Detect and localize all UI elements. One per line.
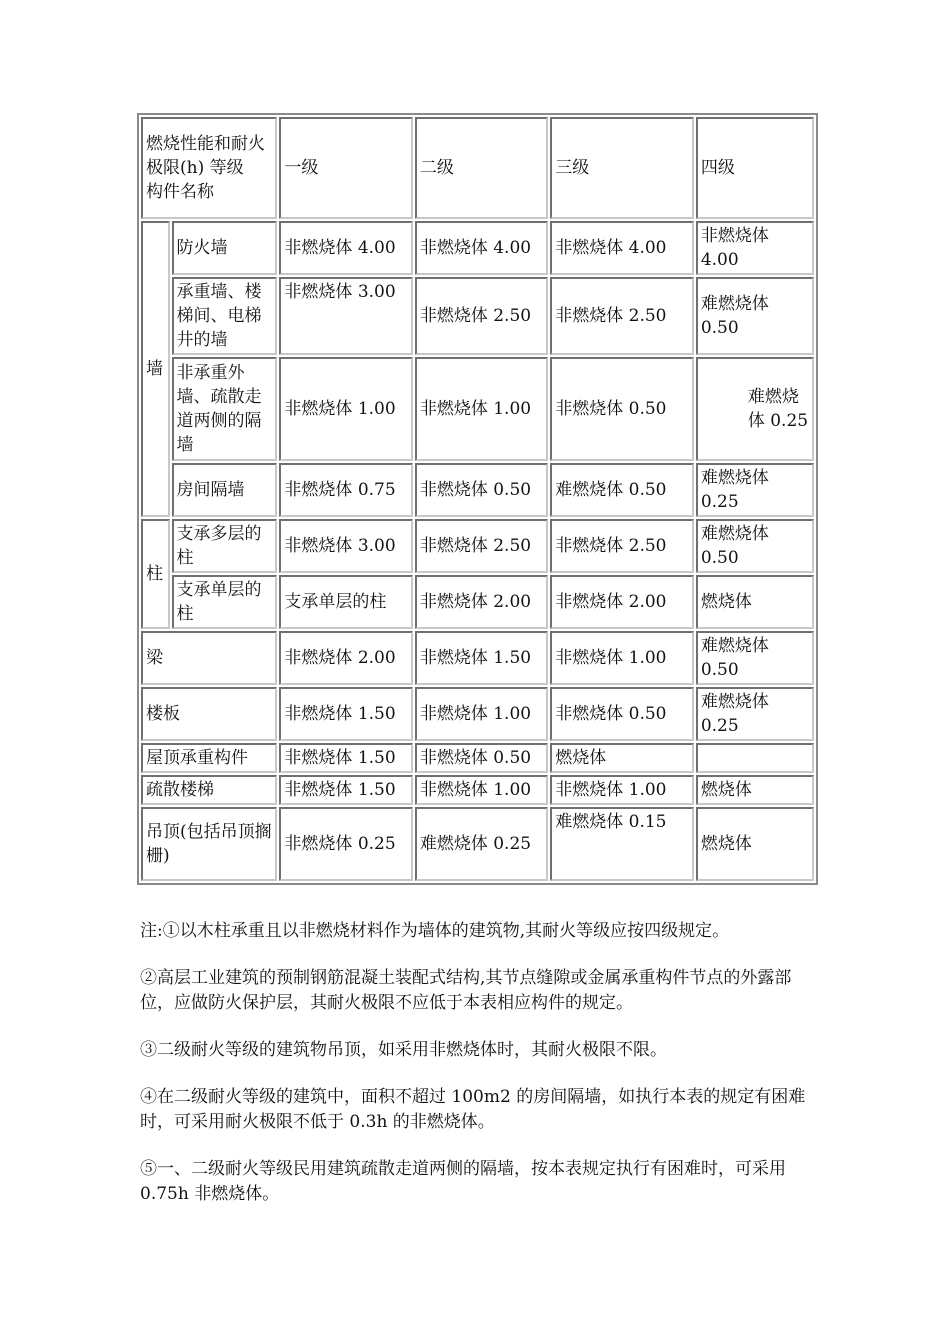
table-cell: 非燃烧体 3.00 <box>279 519 412 573</box>
row-name: 非承重外墙、疏散走道两侧的隔墙 <box>172 357 278 461</box>
table-row <box>141 277 814 355</box>
row-name: 承重墙、楼梯间、电梯井的墙 <box>172 277 278 355</box>
table-cell: 非燃烧体 0.50 <box>415 463 548 517</box>
table-cell <box>696 743 814 773</box>
note-2: ②高层工业建筑的预制钢筋混凝土装配式结构,其节点缝隙或金属承重构件节点的外露部位，应做防火保护层，其耐火极限不应低于本表相应构件的规定。 <box>140 968 792 1013</box>
table-row <box>141 357 814 461</box>
table-cell: 非燃烧体 4.00 <box>279 221 412 275</box>
table-cell: 非燃烧体 0.50 <box>415 743 548 773</box>
row-name: 疏散楼梯 <box>141 775 277 805</box>
row-name: 屋顶承重构件 <box>141 743 277 773</box>
table-cell: 非燃烧体 2.50 <box>415 277 548 355</box>
table-row <box>141 221 814 275</box>
note-5: ⑤一、二级耐火等级民用建筑疏散走道两侧的隔墙，按本表规定执行有困难时，可采用 0.75h 非燃烧体。 <box>140 1159 786 1204</box>
table-cell: 非燃烧体 4.00 <box>696 221 814 275</box>
row-name: 房间隔墙 <box>172 463 278 517</box>
table-cell: 非燃烧体 1.50 <box>279 775 412 805</box>
row-name: 支承单层的柱 <box>172 575 278 629</box>
table-cell: 非燃烧体 1.00 <box>415 775 548 805</box>
table-row <box>141 687 814 741</box>
table-cell: 难燃烧体 0.25 <box>696 687 814 741</box>
note-3: ③二级耐火等级的建筑物吊顶，如采用非燃烧体时，其耐火极限不限。 <box>140 1040 667 1060</box>
table-row <box>141 519 814 573</box>
table-row <box>141 743 814 773</box>
header-level-2: 二级 <box>415 117 548 219</box>
corner-label-grade: 燃烧性能和耐火极限(h) 等级 <box>146 134 265 178</box>
table-cell: 燃烧体 <box>696 575 814 629</box>
group-label-column: 柱 <box>141 519 170 629</box>
table-cell: 燃烧体 <box>550 743 694 773</box>
header-level-4: 四级 <box>696 117 814 219</box>
table-cell: 非燃烧体 4.00 <box>550 221 694 275</box>
header-corner-cell <box>141 117 277 219</box>
header-level-3: 三级 <box>550 117 694 219</box>
note-1: 注:①以木柱承重且以非燃烧材料作为墙体的建筑物,其耐火等级应按四级规定。 <box>140 921 730 941</box>
table-cell: 非燃烧体 1.00 <box>279 357 412 461</box>
table-cell: 非燃烧体 3.00 <box>279 277 412 355</box>
table-cell: 难燃烧体 0.50 <box>696 631 814 685</box>
table-row <box>141 631 814 685</box>
table-row <box>141 807 814 881</box>
table-cell: 非燃烧体 2.00 <box>550 575 694 629</box>
row-name: 防火墙 <box>172 221 278 275</box>
table-cell: 非燃烧体 4.00 <box>415 221 548 275</box>
table-cell: 非燃烧体 2.50 <box>550 277 694 355</box>
table-header-row <box>141 117 814 219</box>
note-4: ④在二级耐火等级的建筑中，面积不超过 100m2 的房间隔墙，如执行本表的规定有困难时，可采用耐火极限不低于 0.3h 的非燃烧体。 <box>140 1087 806 1132</box>
table-cell: 非燃烧体 2.00 <box>279 631 412 685</box>
table-cell: 难燃烧体 0.15 <box>550 807 694 881</box>
table-cell: 非燃烧体 0.75 <box>279 463 412 517</box>
notes-section <box>140 919 820 1229</box>
corner-label-component: 构件名称 <box>146 182 214 202</box>
table-cell: 非燃烧体 1.50 <box>279 743 412 773</box>
table-row <box>141 775 814 805</box>
table-cell: 非燃烧体 1.00 <box>550 631 694 685</box>
row-name: 楼板 <box>141 687 277 741</box>
table-cell: 难燃烧体 0.25 <box>696 357 814 461</box>
table-cell: 难燃烧体 0.25 <box>415 807 548 881</box>
table-cell: 非燃烧体 2.50 <box>550 519 694 573</box>
group-label-wall: 墙 <box>141 221 170 517</box>
fire-resistance-table <box>137 113 818 885</box>
table-cell: 非燃烧体 0.50 <box>550 357 694 461</box>
table-cell: 难燃烧体 0.50 <box>550 463 694 517</box>
table-cell: 燃烧体 <box>696 807 814 881</box>
table-cell: 非燃烧体 1.00 <box>550 775 694 805</box>
table-cell: 非燃烧体 0.50 <box>550 687 694 741</box>
table-cell: 非燃烧体 1.00 <box>415 687 548 741</box>
row-name: 吊顶(包括吊顶搁栅) <box>141 807 277 881</box>
table-cell: 难燃烧体 0.25 <box>696 463 814 517</box>
table-cell: 难燃烧体 0.50 <box>696 519 814 573</box>
table-cell: 支承单层的柱 <box>279 575 412 629</box>
table-cell: 非燃烧体 2.50 <box>415 519 548 573</box>
table-cell: 非燃烧体 1.50 <box>279 687 412 741</box>
fire-resistance-document <box>137 113 818 885</box>
row-name: 梁 <box>141 631 277 685</box>
table-cell: 非燃烧体 1.50 <box>415 631 548 685</box>
table-row <box>141 463 814 517</box>
table-cell: 非燃烧体 1.00 <box>415 357 548 461</box>
table-cell: 燃烧体 <box>696 775 814 805</box>
row-name: 支承多层的柱 <box>172 519 278 573</box>
table-cell: 非燃烧体 2.00 <box>415 575 548 629</box>
table-cell: 非燃烧体 0.25 <box>279 807 412 881</box>
table-row <box>141 575 814 629</box>
table-cell: 难燃烧体 0.50 <box>696 277 814 355</box>
header-level-1: 一级 <box>279 117 412 219</box>
